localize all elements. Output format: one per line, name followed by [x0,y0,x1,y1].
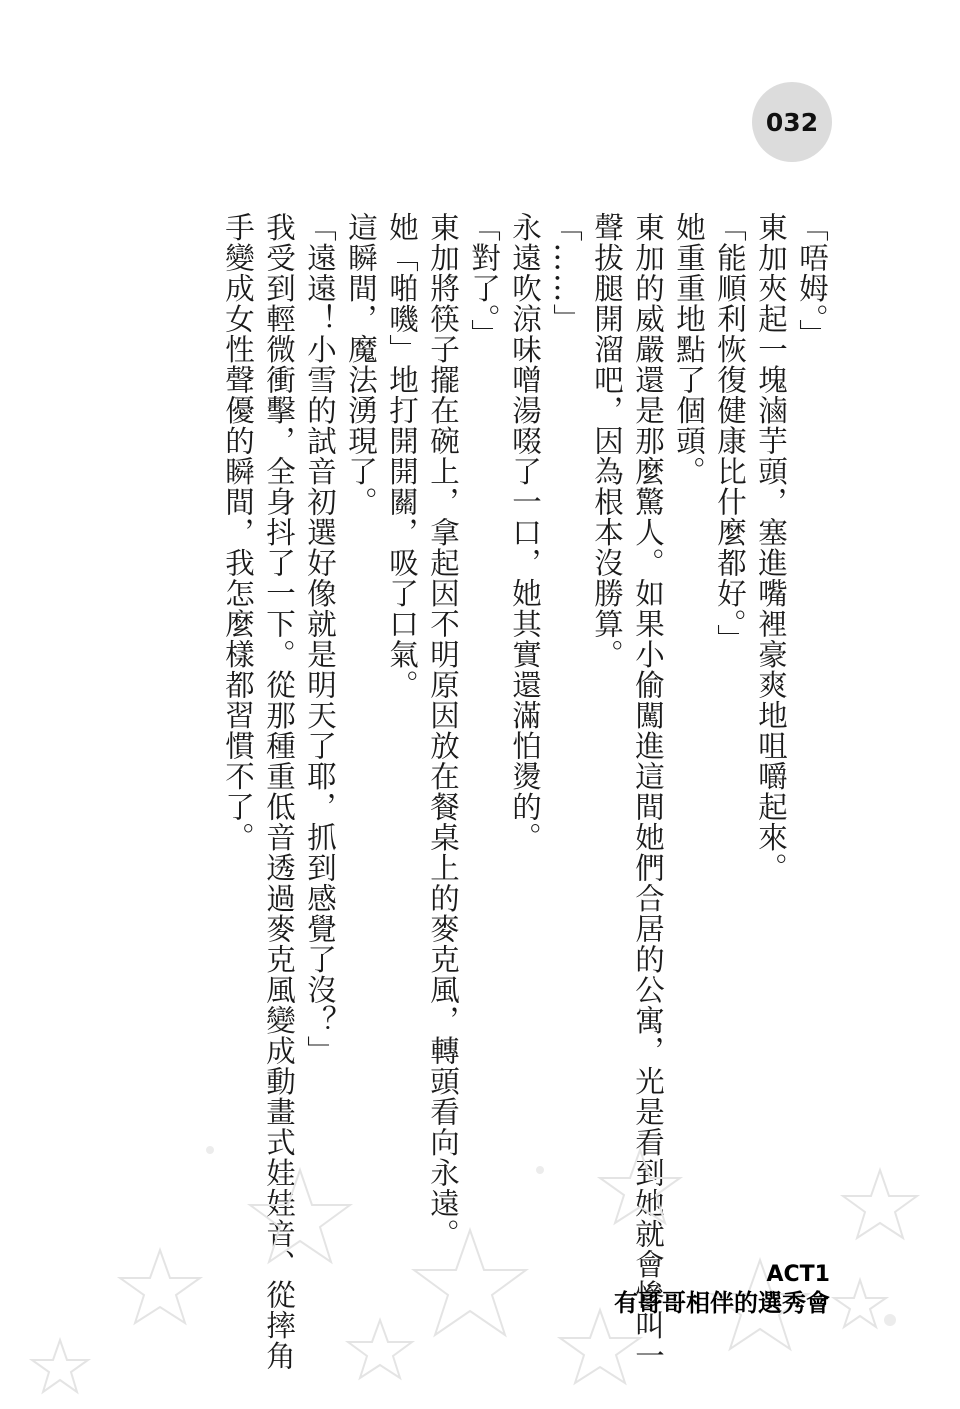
text-line: 「對了。」 [467,212,501,350]
page-number: 032 [765,107,819,137]
text-line: 「唔姆。」 [795,212,829,350]
text-line: 永遠吹涼味噌湯啜了一口，她其實還滿怕燙的。 [508,212,542,853]
text-line: 我受到輕微衝擊，全身抖了一下。從那種重低音透過麥克風變成動畫式娃娃音、從摔角 [262,212,296,1371]
star-icon [348,1320,412,1378]
text-line: 「……」 [549,212,583,334]
text-line: 「能順利恢復健康比什麼都好。」 [713,212,747,655]
star-icon [120,1250,200,1323]
star-icon [834,1280,886,1327]
text-line: 這瞬間，魔法湧現了。 [344,212,378,517]
star-icon [32,1340,88,1392]
chapter-title: 有哥哥相伴的選秀會 [614,1289,830,1317]
text-line: 東加將筷子擺在碗上，拿起因不明原因放在餐桌上的麥克風，轉頭看向永遠。 [426,212,460,1249]
chapter-act: ACT1 [766,1262,830,1287]
dot-icon [206,1146,214,1154]
text-line: 東加夾起一塊滷芋頭，塞進嘴裡豪爽地咀嚼起來。 [754,212,788,883]
chapter-footer [614,1262,830,1318]
text-line: 「遠遠！小雪的試音初選好像就是明天了耶，抓到感覺了沒？」 [303,212,337,1066]
text-line: 她「啪嘰」地打開開關，吸了口氣。 [385,212,419,700]
text-line: 聲拔腿開溜吧，因為根本沒勝算。 [590,212,624,670]
text-line: 手變成女性聲優的瞬間，我怎麼樣都習慣不了。 [221,212,255,853]
text-line: 她重重地點了個頭。 [672,212,706,487]
text-line: 東加的威嚴還是那麼驚人。如果小偷闖進這間她們合居的公寓，光是看到她就會慘叫一 [631,212,665,1371]
dot-icon [884,1314,896,1326]
star-icon [560,1310,640,1383]
page-number-badge [752,82,832,162]
star-icon [843,1170,917,1238]
